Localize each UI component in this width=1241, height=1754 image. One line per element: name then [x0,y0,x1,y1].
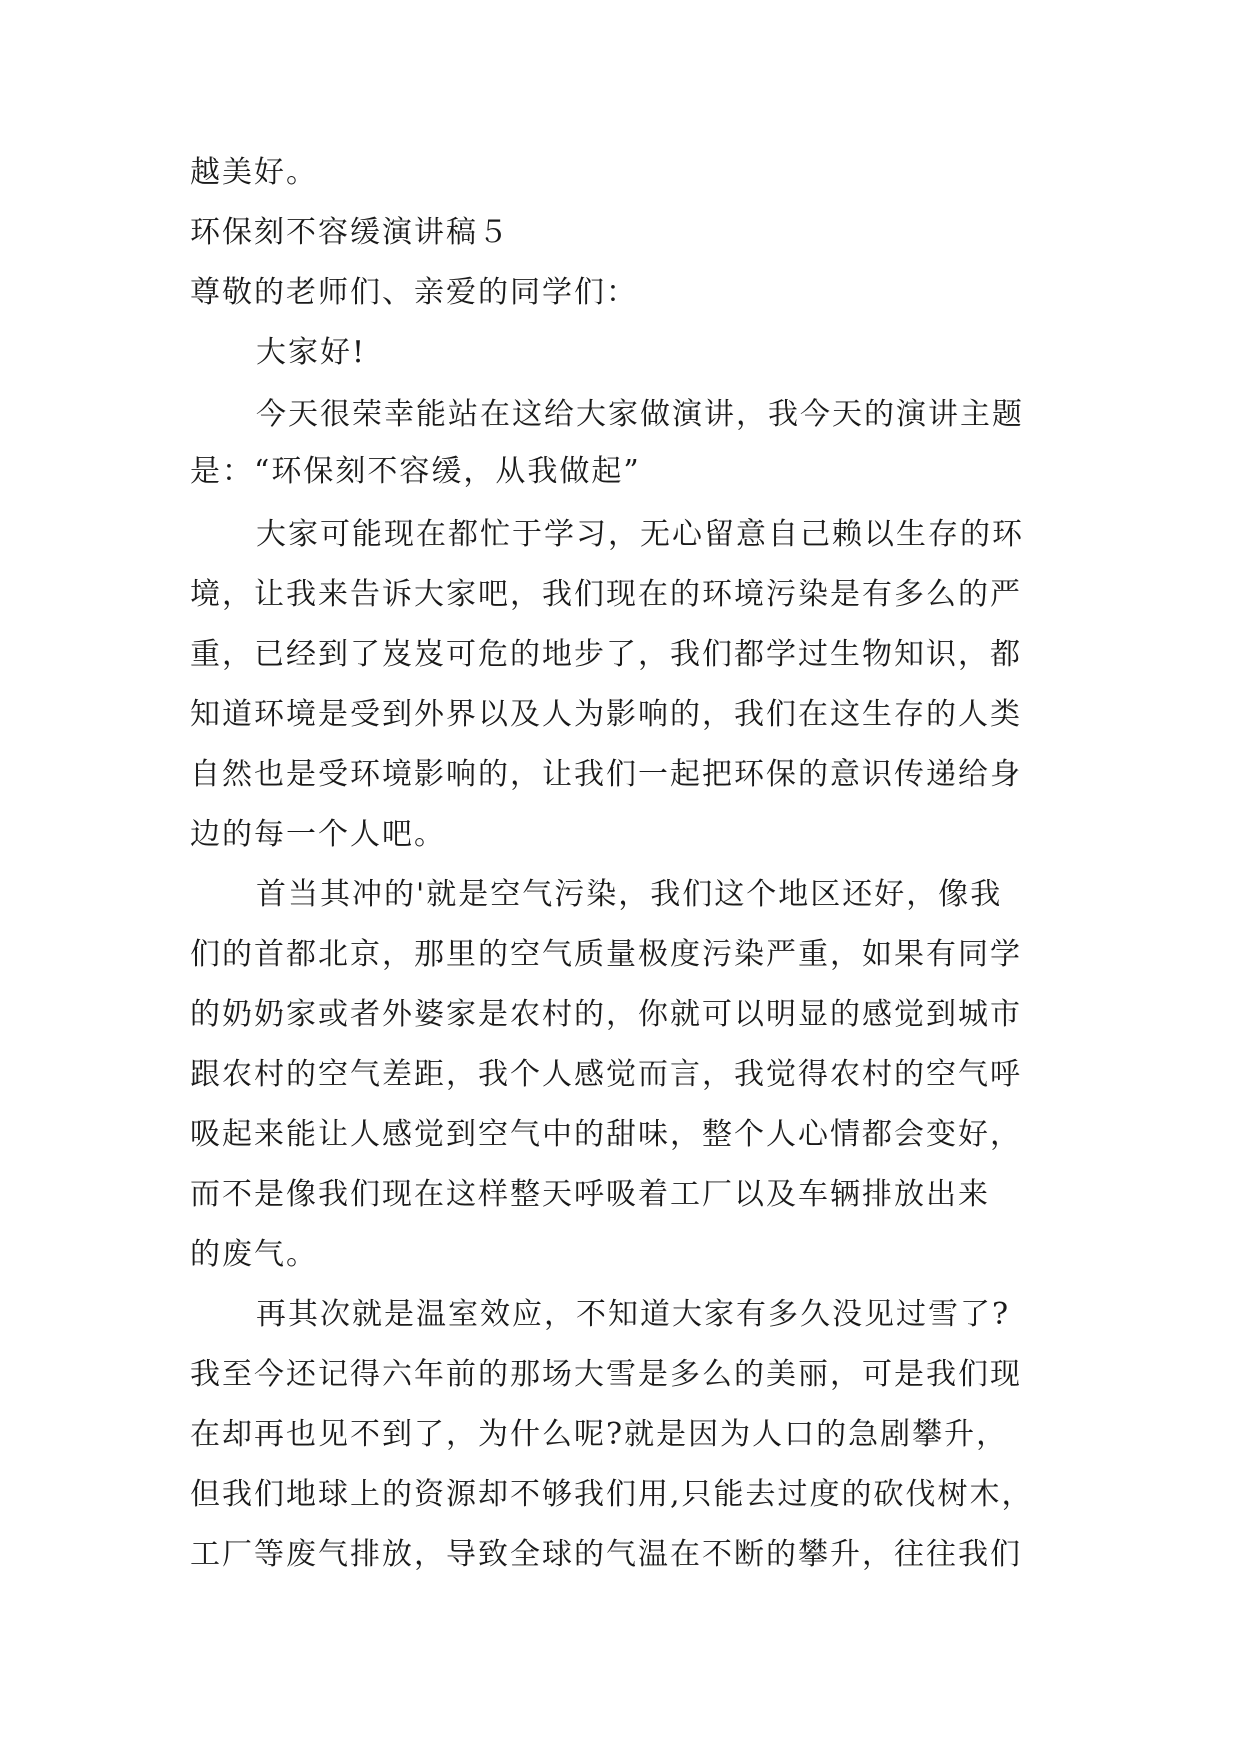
paragraph-2-line: 边的每一个人吧。 [190,817,446,852]
paragraph-2-line: 知道环境是受到外界以及人为影响的，我们在这生存的人类 [190,697,1022,732]
paragraph-3-line: 们的首都北京，那里的空气质量极度污染严重，如果有同学 [190,937,1022,972]
paragraph-2-line: 境，让我来告诉大家吧，我们现在的环境污染是有多么的严 [190,577,1022,612]
greeting: 大家好! [256,335,367,370]
paragraph-4-line: 工厂等废气排放，导致全球的气温在不断的攀升，往往我们 [190,1537,1022,1572]
paragraph-2-line: 大家可能现在都忙于学习，无心留意自己赖以生存的环 [256,517,1024,552]
paragraph-4-line: 再其次就是温室效应，不知道大家有多久没见过雪了? [256,1297,1011,1332]
paragraph-3-line: 而不是像我们现在这样整天呼吸着工厂以及车辆排放出来 [190,1177,990,1212]
paragraph-1-line: 是：“环保刻不容缓，从我做起” [190,454,641,489]
paragraph-3-line: 吸起来能让人感觉到空气中的甜味，整个人心情都会变好， [190,1117,1022,1152]
paragraph-4-line: 在却再也见不到了，为什么呢?就是因为人口的急剧攀升， [190,1417,1009,1452]
text-line-continuation: 越美好。 [190,155,318,190]
section-title: 环保刻不容缓演讲稿５ [190,215,510,250]
paragraph-4-line: 我至今还记得六年前的那场大雪是多么的美丽，可是我们现 [190,1357,1022,1392]
paragraph-3-line: 的废气。 [190,1237,318,1272]
paragraph-3-line: 首当其冲的'就是空气污染，我们这个地区还好，像我 [256,877,1003,912]
paragraph-3-line: 跟农村的空气差距，我个人感觉而言，我觉得农村的空气呼 [190,1057,1022,1092]
paragraph-1-line: 今天很荣幸能站在这给大家做演讲，我今天的演讲主题 [256,397,1024,432]
salutation: 尊敬的老师们、亲爱的同学们： [190,275,638,310]
paragraph-4-line: 但我们地球上的资源却不够我们用,只能去过度的砍伐树木， [190,1477,1034,1512]
paragraph-2-line: 重，已经到了岌岌可危的地步了，我们都学过生物知识，都 [190,637,1022,672]
paragraph-3-line: 的奶奶家或者外婆家是农村的，你就可以明显的感觉到城市 [190,997,1022,1032]
paragraph-2-line: 自然也是受环境影响的，让我们一起把环保的意识传递给身 [190,757,1022,792]
